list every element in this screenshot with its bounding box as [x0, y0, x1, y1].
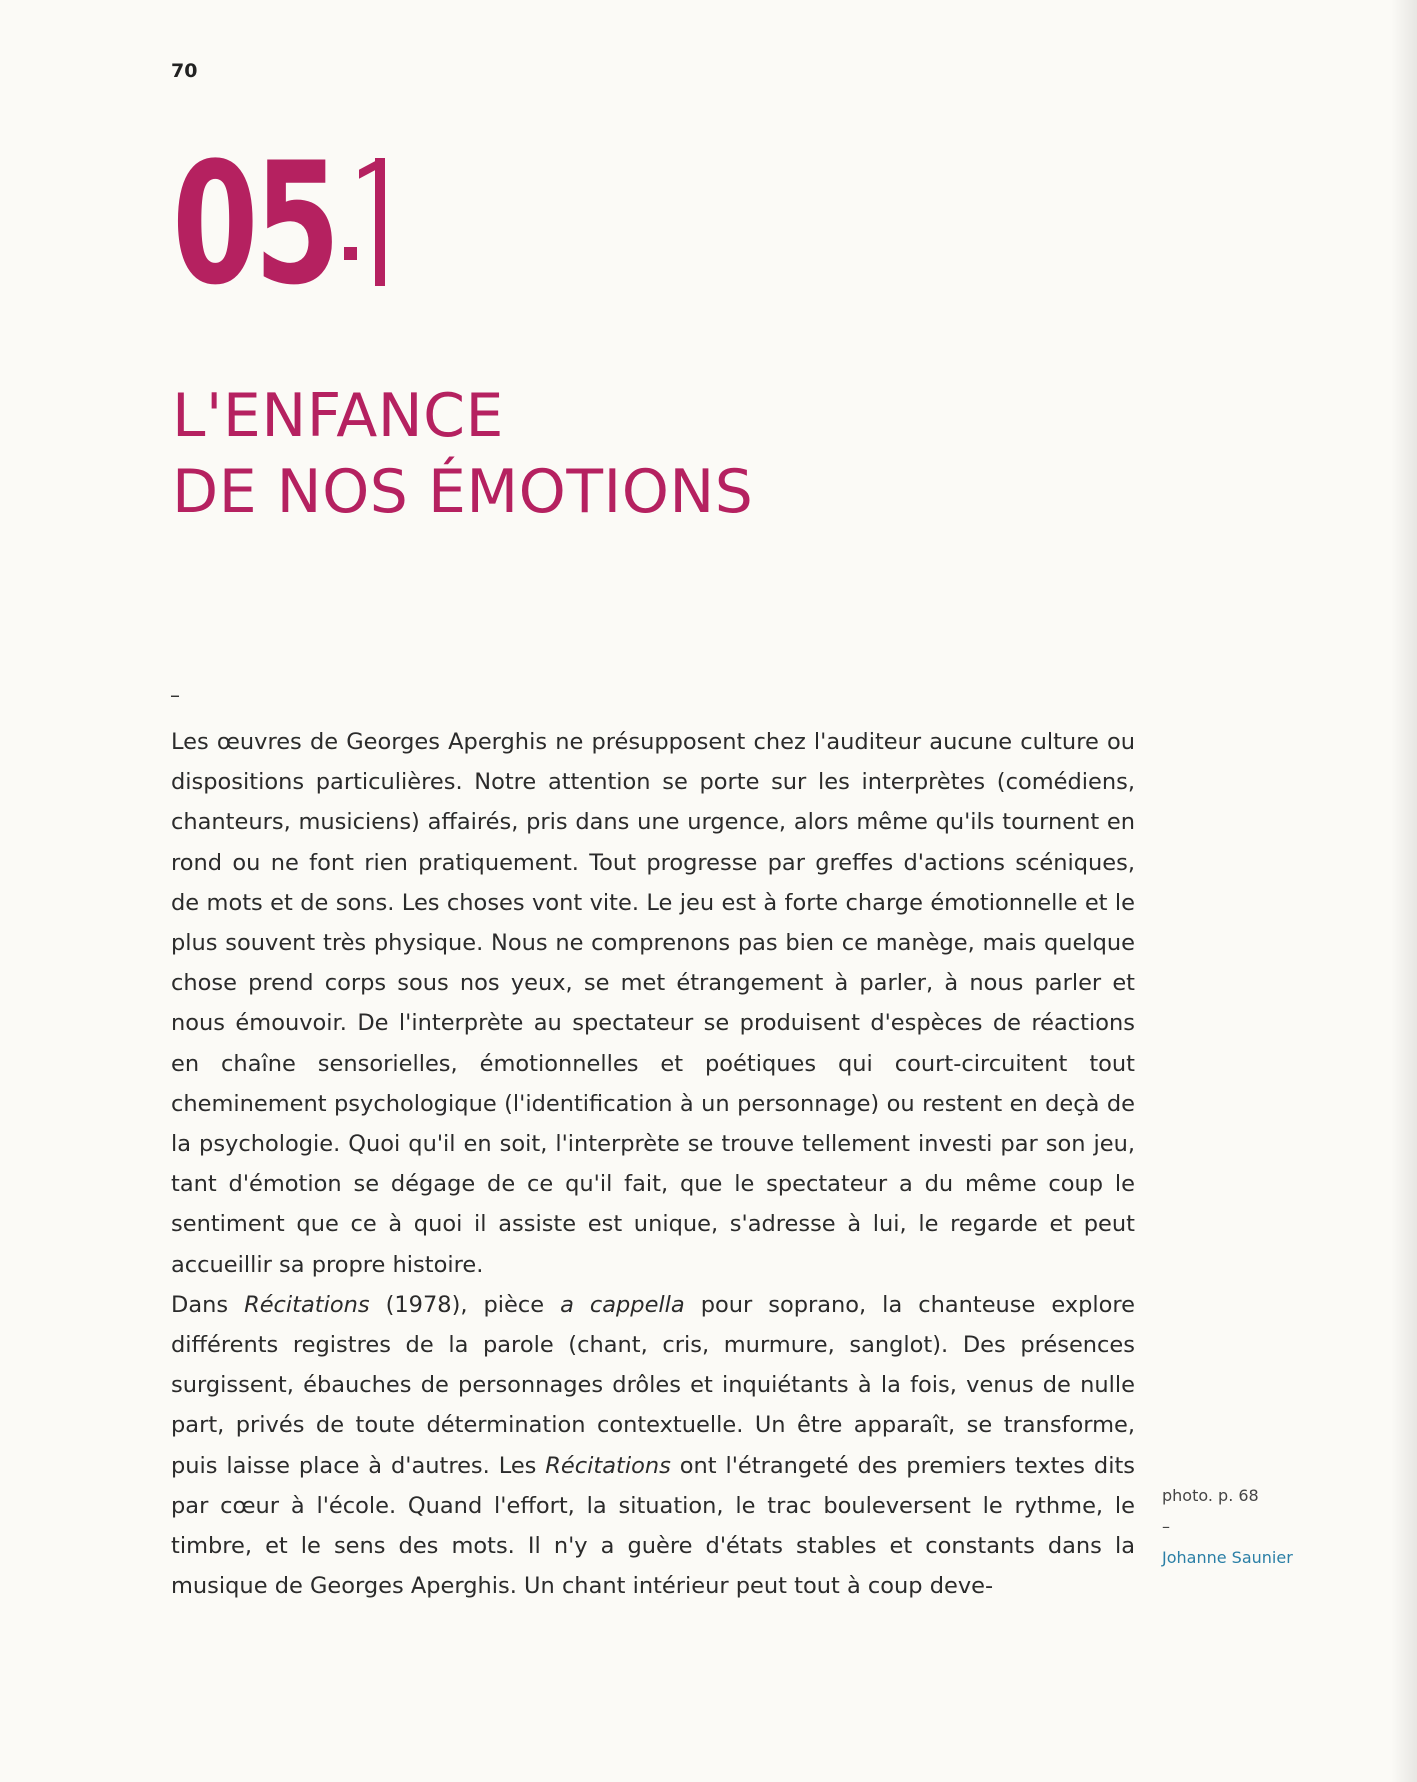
body-paragraph-2 [171, 1285, 1135, 1607]
body-paragraph-1: Les œuvres de Georges Aperghis ne présupposent chez l'auditeur aucune culture ou dispositions particulières. Notre attention se porte sur les interprètes (comédiens, chanteurs, musiciens) affairés, pris dans une urgence, alors même qu'ils tournent en rond ou ne font rien pratiquement. Tout progresse par greffes d'actions scéniques, de mots et de sons. Les choses vont vite. Le jeu est à forte charge émotionnelle et le plus souvent très physique. Nous ne comprenons pas bien ce manège, mais quelque chose prend corps sous nos yeux, se met étrangement à parler, à nous parler et nous émouvoir. De l'interprète au spectateur se produisent d'espèces de réactions en chaîne sensorielles, émotionnelles et poétiques qui court-circuitent tout cheminement psychologique (l'identification à un personnage) ou restent en deçà de la psychologie. Quoi qu'il en soit, l'interprète se trouve tellement investi par son jeu, tant d'émotion se dégage de ce qu'il fait, que le spectateur a du même coup le sentiment que ce à quoi il assiste est unique, s'adresse à lui, le regarde et peut accueillir sa propre histoire. [171, 729, 1135, 1278]
section-dash: – [170, 683, 180, 707]
photo-reference: photo. p. 68 [1162, 1486, 1259, 1505]
paragraph-2-text-a: Dans [171, 1291, 245, 1318]
paragraph-2-text-b: (1978), pièce [369, 1291, 561, 1318]
work-title-recitations: Récitations [244, 1291, 370, 1318]
work-title-recitations-2: Récitations [545, 1452, 671, 1479]
photo-subject-name: Johanne Saunier [1162, 1548, 1293, 1567]
chapter-title [172, 378, 753, 530]
chapter-number [172, 126, 385, 322]
chapter-major-number: 05 [172, 126, 337, 322]
page-edge-shadow [1391, 0, 1417, 1782]
paragraph-2-text-d: ont l'étrangeté des premiers textes dits par cœur à l'école. Quand l'effort, la situation, le trac bouleversent le rythme, le timbre, et le sens des mots. Il n'y a guère d'états stables et constants dans la musique de Georges Aperghis. Un chant intérieur peut tout à coup deve- [171, 1452, 1135, 1600]
chapter-number-dot [344, 247, 357, 260]
caption-dash: – [1162, 1517, 1170, 1536]
paragraph-2-text-c: pour soprano, la chanteuse explore différents registres de la parole (chant, cris, murmure, sanglot). Des présences surgissent, ébauches de personnages drôles et inquiétants à la fois, venus de nulle part, privés de toute détermination contextuelle. Un être apparaît, se transforme, puis laisse place à d'autres. Les [171, 1291, 1136, 1479]
chapter-title-line-1: L'ENFANCE [172, 381, 504, 451]
chapter-title-line-2: DE NOS ÉMOTIONS [172, 457, 754, 527]
photo-caption [1162, 1480, 1293, 1573]
body-text [171, 722, 1135, 1606]
term-a-cappella: a cappella [560, 1291, 685, 1318]
page-number: 70 [171, 60, 198, 82]
chapter-minor-number [375, 158, 385, 286]
